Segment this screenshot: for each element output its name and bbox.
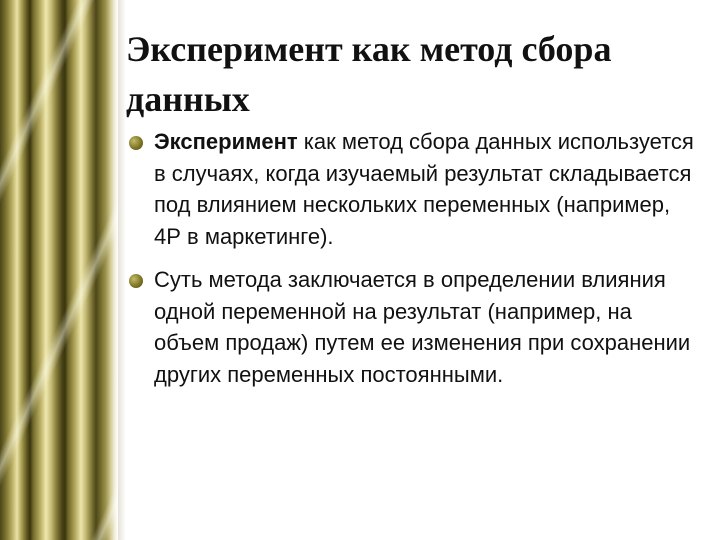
bullet-item-method-essence: [128, 264, 698, 390]
slide-title: Эксперимент как метод сбора данных: [126, 29, 612, 119]
column-shadow-decoration: [118, 0, 126, 540]
bullet-bold-term: Эксперимент: [154, 129, 298, 154]
bullet-text: Суть метода заключается в определении влияния одной переменной на результат (например, на объем продаж) путем ее изменения при сохранении других переменных постоянными.: [154, 267, 691, 387]
column-shine-decoration: [0, 0, 118, 540]
bullet-list: [128, 126, 698, 402]
bullet-text: как метод сбора данных используется в случаях, когда изучаемый результат складывается под влиянием нескольких переменных (например, 4Р в маркетинге).: [154, 129, 694, 249]
bullet-item-experiment: [128, 126, 698, 252]
bullet-dot-icon: [129, 136, 143, 150]
bullet-dot-icon: [129, 274, 143, 288]
